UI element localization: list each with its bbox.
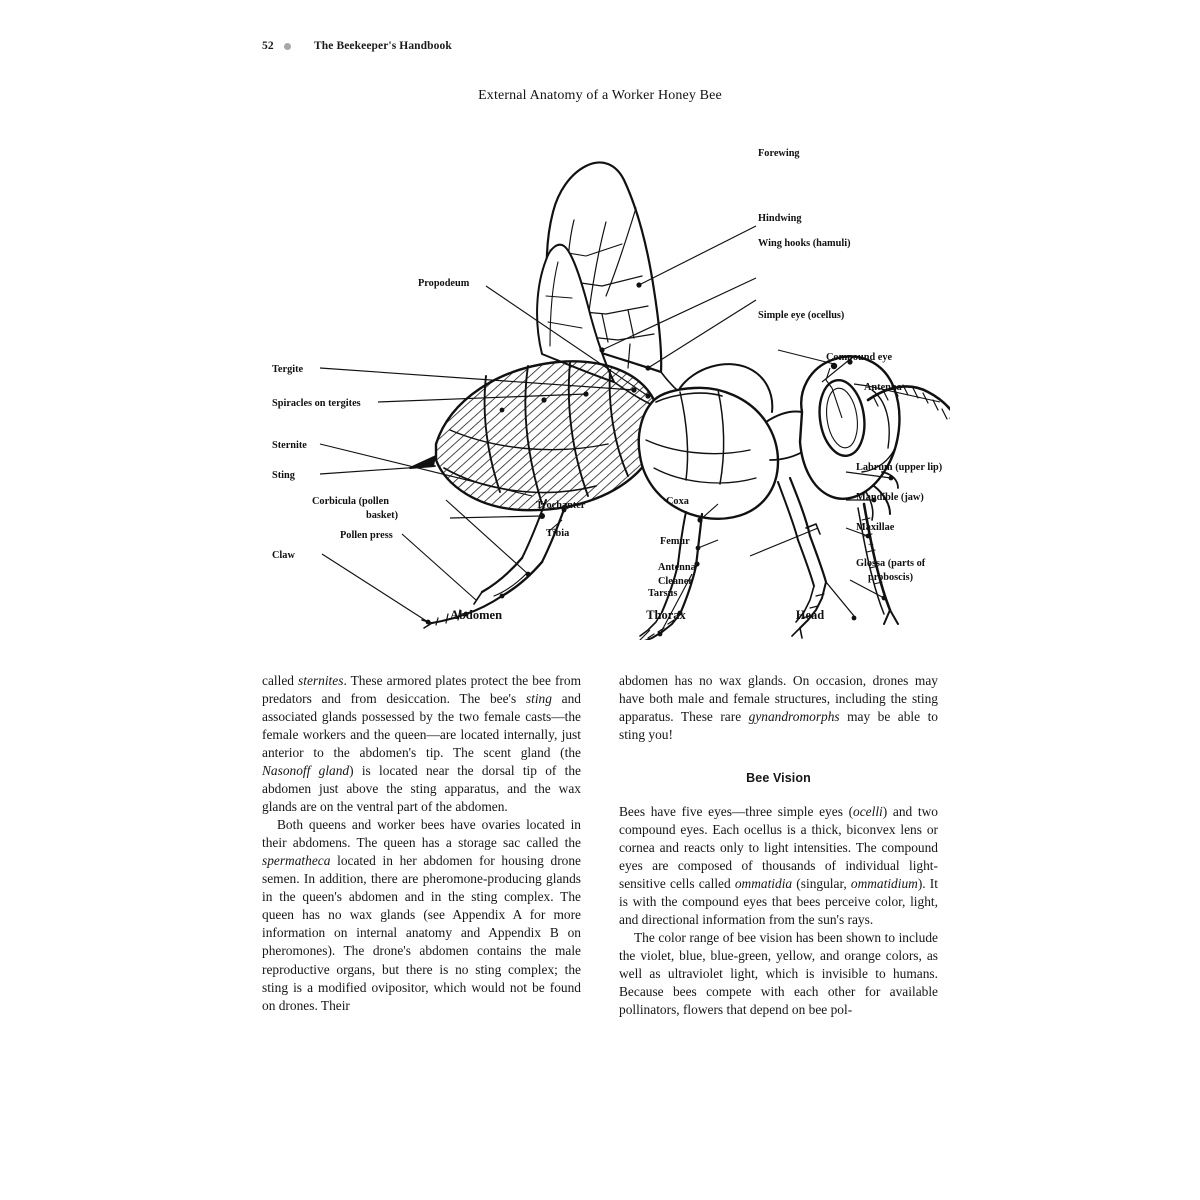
callout-claw: Claw — [272, 550, 295, 561]
left-column — [262, 672, 581, 1092]
term-nasonoff-gland: Nasonoff gland — [262, 763, 350, 779]
term-ommatidium: ommatidium — [850, 876, 918, 892]
body-region-labels — [0, 608, 1200, 630]
callout-wing-hooks: Wing hooks (hamuli) — [758, 238, 851, 249]
paragraph-sternites: called sternites. These armored plates protect the bee from predators and from desiccation. The bee's sting and associated glands possessed by the two female casts—the female workers and the queen—are located internally, just anterior to the abdomen's tip. The scent gland (the Nasonoff gland) is located near the dorsal tip of the abdomen just above the sting apparatus, and the wax glands are on the ventral part of the abdomen. — [262, 673, 581, 815]
term-ommatidia: ommatidia — [734, 876, 793, 892]
callout-pollen-press: Pollen press — [340, 530, 393, 541]
term-sternites: sternites — [298, 673, 344, 688]
callout-plus-sign: + — [868, 540, 874, 551]
bee-illustration — [250, 100, 950, 640]
callout-corbicula-1: Corbicula (pollen — [312, 496, 389, 507]
callout-hindwing: Hindwing — [758, 213, 802, 224]
callout-tibia: Tibia — [546, 528, 570, 539]
callout-mandible: Mandible (jaw) — [856, 492, 924, 503]
figure-external-anatomy — [0, 80, 1200, 640]
callout-antenna: Antenna — [864, 382, 902, 393]
page-number: 52 — [262, 40, 274, 52]
callout-femur: Femur — [660, 536, 690, 547]
callout-sting: Sting — [272, 470, 295, 481]
abdomen-shape — [410, 361, 659, 510]
callout-antenna-cleaner-2: Cleaner — [658, 576, 693, 587]
term-ocelli: ocelli — [853, 803, 883, 819]
paragraph-ovaries: Both queens and worker bees have ovaries located in their abdomens. The queen has a storage sac called the spermatheca located in her abdomen for housing drone semen. In addition, there are pheromone-producing glands in the queen's abdomen and in the sting complex. The queen has no wax glands (see Appendix A for more information on internal anatomy and Appendix B on pheromones). The drone's abdomen contains the male reproductive organs, but there is no sting complex; the sting is a modified ovipositor, which would not be found on drones. Their — [262, 817, 581, 1013]
term-gynandromorphs: gynandromorphs — [748, 709, 840, 725]
callout-propodeum: Propodeum — [418, 278, 470, 289]
figure-title: External Anatomy of a Worker Honey Bee — [478, 88, 722, 103]
paragraph-gynandromorphs: abdomen has no wax glands. On occasion, drones may have both male and female structures, including the sting apparatus. These rare gynandromorphs may be able to sting you! — [619, 673, 938, 743]
running-head — [262, 40, 452, 52]
callout-glossa-1: Glossa (parts of — [856, 558, 926, 569]
callout-tarsus: Tarsus — [648, 588, 678, 599]
region-label-abdomen: Abdomen — [449, 608, 503, 622]
callout-compound-eye: Compound eye — [826, 352, 893, 363]
paragraph-color-range: The color range of bee vision has been shown to include the violet, blue, blue-green, yellow, and orange colors, as well as ultraviolet light, which is invisible to humans. Because bees compete with each other for available pollinators, flowers that depend on bee pol- — [619, 930, 938, 1018]
region-label-head: Head — [795, 608, 825, 622]
callout-maxillae: Maxillae — [856, 522, 895, 533]
callout-tergite: Tergite — [272, 364, 304, 375]
callout-trochanter: Trochanter — [536, 500, 586, 511]
callout-glossa-2: proboscis) — [868, 572, 914, 583]
term-spermatheca: spermatheca — [262, 853, 331, 869]
paragraph-eyes: Bees have five eyes—three simple eyes (ocelli) and two compound eyes. Each ocellus is a thick, biconvex lens or cornea and reacts only to light intensities. The compound eyes are composed of thousands of individual light-sensitive cells called ommatidia (singular, ommatidium). It is with the compound eyes that bees perceive color, light, and directional information from the sun's rays. — [619, 803, 938, 928]
bullet-icon — [284, 43, 291, 50]
callout-forewing: Forewing — [758, 148, 800, 159]
book-title: The Beekeeper's Handbook — [314, 40, 452, 52]
body-columns — [262, 672, 938, 1092]
callout-labrum: Labrum (upper lip) — [856, 462, 943, 473]
callout-antenna-cleaner-1: Antenna — [658, 562, 696, 573]
thorax-shape — [639, 364, 778, 519]
term-sting: sting — [525, 691, 552, 707]
section-heading-bee-vision: Bee Vision — [746, 771, 811, 786]
callout-spiracles: Spiracles on tergites — [272, 398, 361, 409]
callout-sternite: Sternite — [272, 440, 307, 451]
right-column — [619, 672, 938, 1092]
callout-corbicula-2: basket) — [366, 510, 399, 521]
callout-simple-eye: Simple eye (ocellus) — [758, 310, 845, 321]
region-label-thorax: Thorax — [646, 608, 686, 622]
callout-coxa: Coxa — [666, 496, 689, 507]
